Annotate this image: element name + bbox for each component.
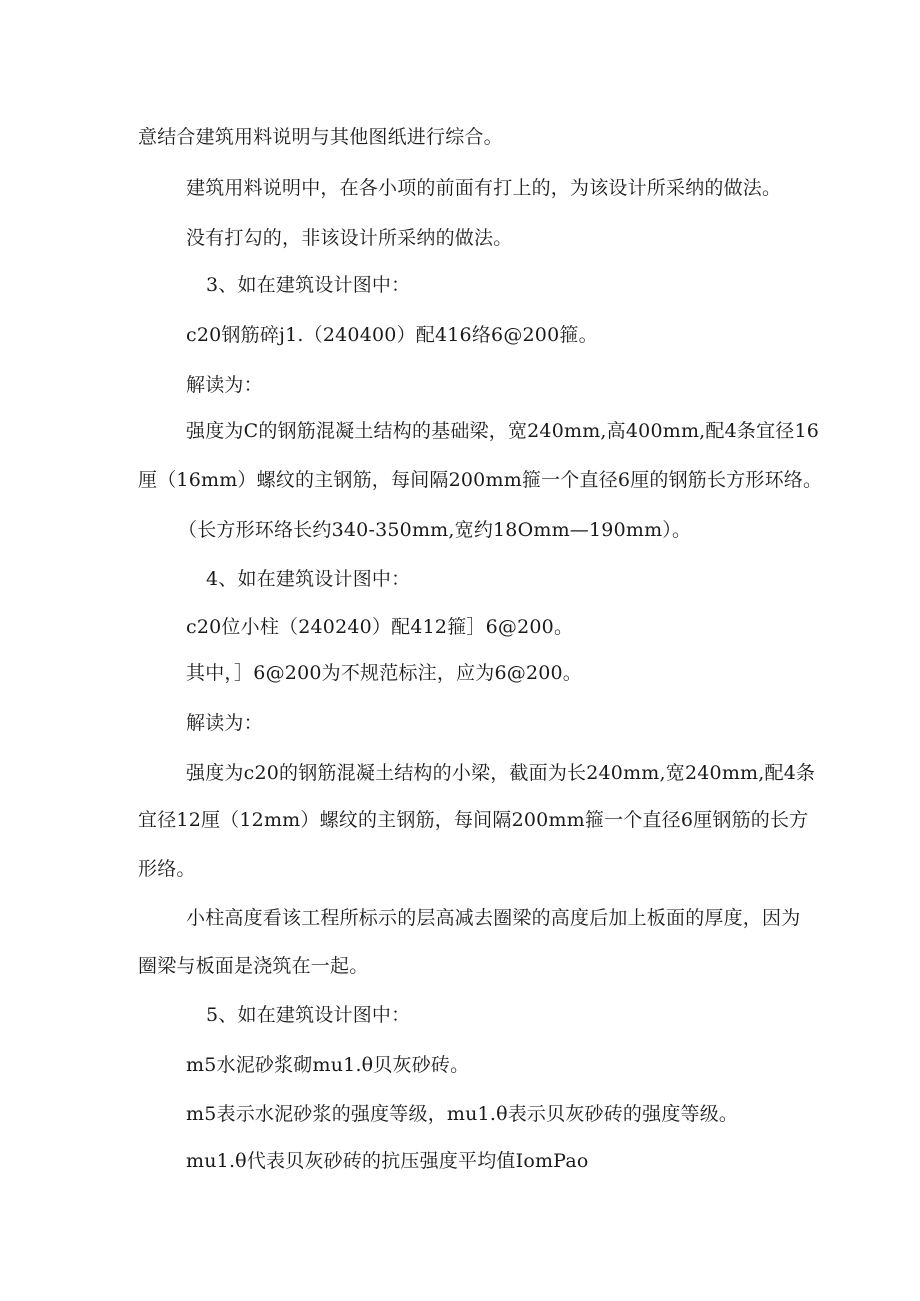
notation-line: c20钢筋碎j1.（240400）配416络6@200箍。 bbox=[186, 324, 598, 346]
paragraph-line: （长方形环络长约340-350mm,宽约18Omm—190mm）。 bbox=[178, 519, 692, 541]
paragraph-line: 建筑用料说明中，在各小项的前面有打上的，为该设计所采纳的做法。 bbox=[186, 177, 782, 199]
section-heading-4: 4、如在建筑设计图中： bbox=[206, 568, 411, 590]
paragraph-line: 没有打勾的，非该设计所采纳的做法。 bbox=[186, 227, 513, 249]
paragraph-line: 厘（16mm）螺纹的主钢筋，每间隔200mm箍一个直径6厘的钢筋长方形环络。 bbox=[138, 469, 823, 491]
paragraph-line: 解读为： bbox=[186, 374, 263, 396]
paragraph-line: 圈梁与板面是浇筑在一起。 bbox=[138, 955, 369, 977]
paragraph-line: 宜径12厘（12mm）螺纹的主钢筋，每间隔200mm箍一个直径6厘钢筋的长方 bbox=[138, 809, 809, 831]
paragraph-line: mu1.θ代表贝灰砂砖的抗压强度平均值IomPao bbox=[186, 1150, 589, 1172]
paragraph-line: 强度为c20的钢筋混凝土结构的小梁，截面为长240mm,宽240mm,配4条 bbox=[186, 762, 816, 784]
paragraph-line: 强度为C的钢筋混凝土结构的基础梁，宽240mm,高400mm,配4条宜径16 bbox=[186, 420, 820, 442]
paragraph-line: 意结合建筑用料说明与其他图纸进行综合。 bbox=[138, 126, 503, 148]
paragraph-line: m5表示水泥砂浆的强度等级，mu1.θ表示贝灰砂砖的强度等级。 bbox=[186, 1103, 739, 1125]
section-heading-3: 3、如在建筑设计图中： bbox=[206, 274, 411, 296]
paragraph-line: 其中，］6@200为不规范标注，应为6@200。 bbox=[186, 662, 583, 684]
notation-line: c20位小柱（240240）配412箍］6@200。 bbox=[186, 616, 574, 638]
paragraph-line: 小柱高度看该工程所标示的层高减去圈梁的高度后加上板面的厚度，因为 bbox=[186, 907, 801, 929]
section-heading-5: 5、如在建筑设计图中： bbox=[206, 1004, 411, 1026]
paragraph-line: 形络。 bbox=[138, 858, 196, 880]
paragraph-line: 解读为： bbox=[186, 712, 263, 734]
notation-line: m5水泥砂浆砌mu1.θ贝灰砂砖。 bbox=[186, 1054, 470, 1076]
